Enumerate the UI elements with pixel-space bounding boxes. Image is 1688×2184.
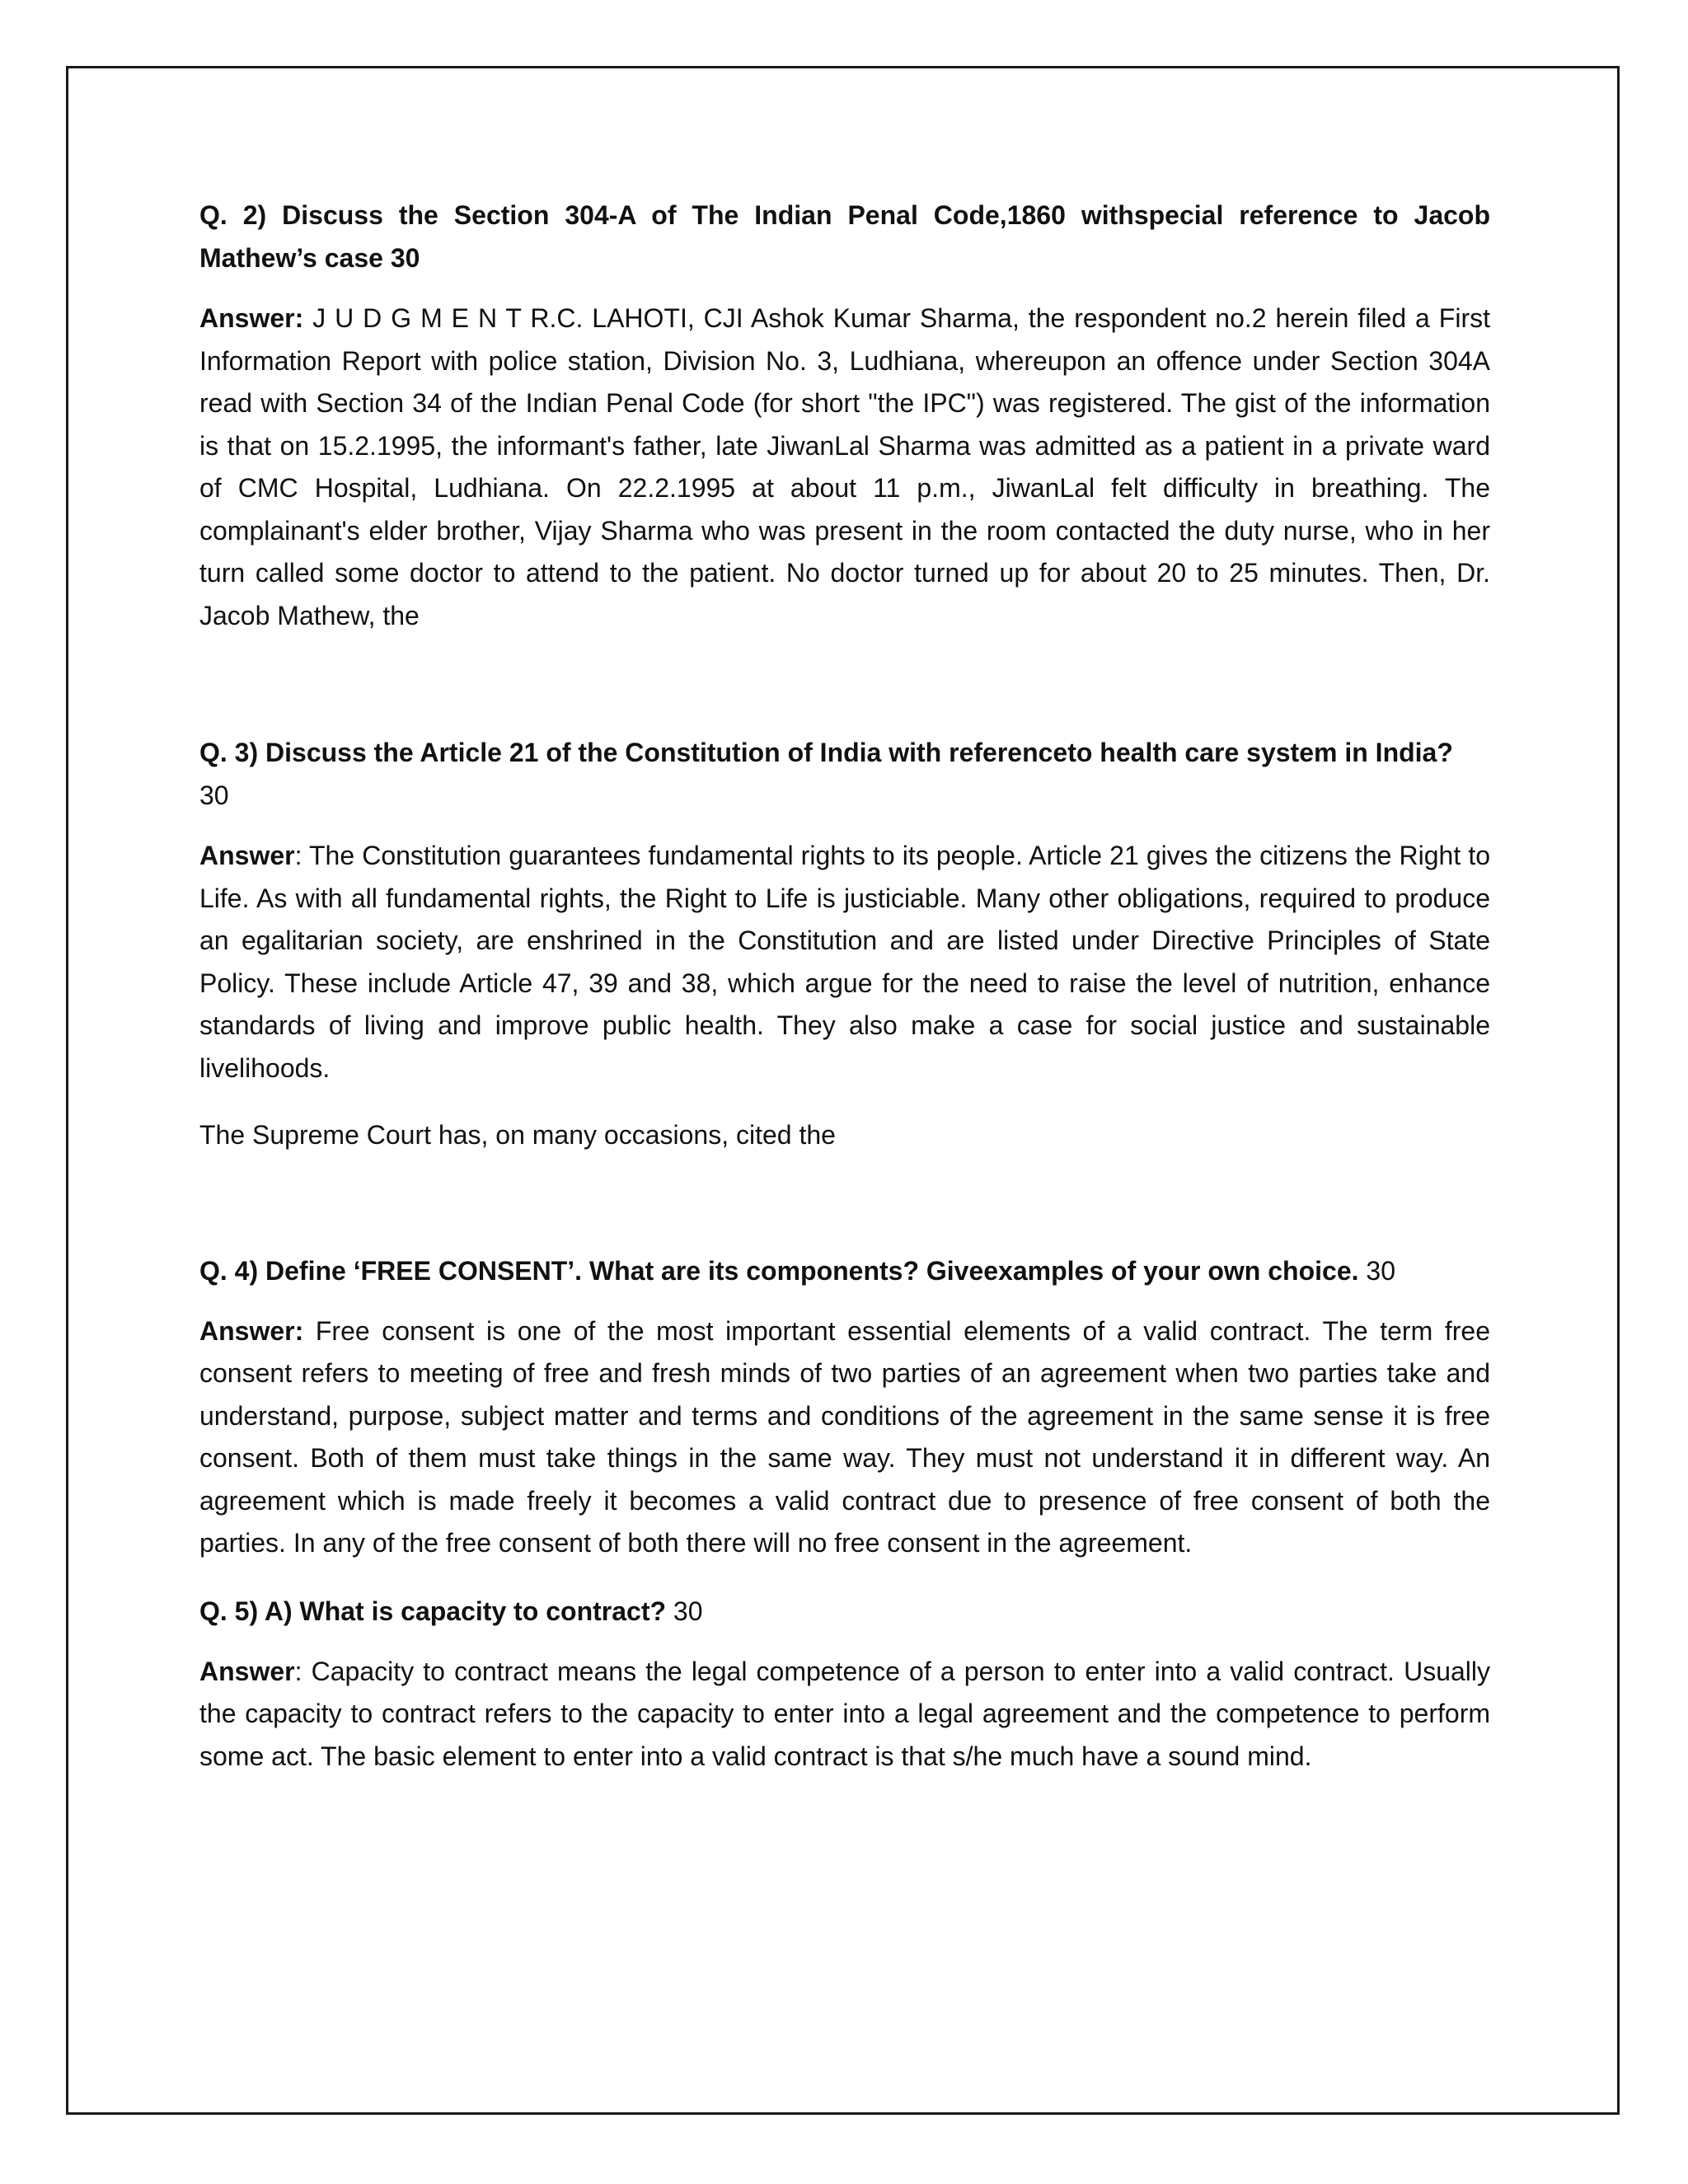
question-5-heading bbox=[199, 1590, 1490, 1633]
answer-3-text: : The Constitution guarantees fundamental rights to its people. Article 21 gives the citizens the Right to Life. As with all fundamental rights, the Right to Life is justiciable. Many other obligations, required to produce an egalitarian society, are enshrined in the Constitution and are listed under Directive Principles of State Policy. These include Article 47, 39 and 38, which argue for the need to raise the level of nutrition, enhance standards of living and improve public health. They also make a case for social justice and sustainable livelihoods. bbox=[199, 841, 1490, 1083]
document-body bbox=[199, 194, 1490, 1778]
answer-2-label: Answer: bbox=[199, 303, 304, 333]
question-3-marks: 30 bbox=[199, 780, 229, 810]
answer-5-paragraph bbox=[199, 1651, 1490, 1779]
answer-2-paragraph bbox=[199, 298, 1490, 637]
question-3-heading bbox=[199, 731, 1490, 817]
question-3-section bbox=[199, 731, 1490, 1157]
question-4-section bbox=[199, 1249, 1490, 1565]
question-2-text: Q. 2) Discuss the Section 304-A of The Indian Penal Code,1860 withspecial reference to Jacob Mathew’s case 30 bbox=[199, 200, 1490, 273]
answer-4-text: Free consent is one of the most important essential elements of a valid contract. The term free consent refers to meeting of free and fresh minds of two parties of an agreement when two parties take and understand, purpose, subject matter and terms and conditions of the agreement in the same sense it is free consent. Both of them must take things in the same way. They must not understand it in different way. An agreement which is made freely it becomes a valid contract due to presence of free consent of both the parties. In any of the free consent of both there will no free consent in the agreement. bbox=[199, 1315, 1490, 1558]
question-2-heading bbox=[199, 194, 1490, 279]
answer-4-label: Answer: bbox=[199, 1315, 304, 1346]
question-3-text: Q. 3) Discuss the Article 21 of the Constitution of India with referenceto health care system in India? bbox=[199, 738, 1453, 767]
question-4-marks: 30 bbox=[1358, 1255, 1395, 1286]
answer-2-text: J U D G M E N T R.C. LAHOTI, CJI Ashok Kumar Sharma, the respondent no.2 herein filed a First Information Report with police station, Division No. 3, Ludhiana, whereupon an offence under Section 304A read with Section 34 of the Indian Penal Code (for short "the IPC") was registered. The gist of the information is that on 15.2.1995, the informant's father, late JiwanLal Sharma was admitted as a patient in a private ward of CMC Hospital, Ludhiana. On 22.2.1995 at about 11 p.m., JiwanLal felt difficulty in breathing. The complainant's elder brother, Vijay Sharma who was present in the room contacted the duty nurse, who in her turn called some doctor to attend to the patient. No doctor turned up for about 20 to 25 minutes. Then, Dr. Jacob Mathew, the bbox=[199, 303, 1490, 630]
answer-4-paragraph bbox=[199, 1310, 1490, 1565]
question-5-marks: 30 bbox=[666, 1596, 703, 1626]
question-5-section bbox=[199, 1590, 1490, 1779]
answer-5-label: Answer bbox=[199, 1656, 295, 1686]
answer-3-continuation: The Supreme Court has, on many occasions, cited the bbox=[199, 1120, 836, 1150]
question-4-heading bbox=[199, 1249, 1490, 1292]
question-4-text: Q. 4) Define ‘FREE CONSENT’. What are its components? Giveexamples of your own choice. bbox=[199, 1255, 1359, 1286]
question-2-section bbox=[199, 194, 1490, 637]
answer-5-text: : Capacity to contract means the legal competence of a person to enter into a valid contract. Usually the capacity to contract refers to the capacity to enter into a legal agreement and the competence to perform some act. The basic element to enter into a valid contract is that s/he much have a sound mind. bbox=[199, 1656, 1490, 1771]
answer-3-label: Answer bbox=[199, 841, 295, 870]
question-5-text: Q. 5) A) What is capacity to contract? bbox=[199, 1596, 667, 1626]
answer-3-paragraph bbox=[199, 835, 1490, 1090]
